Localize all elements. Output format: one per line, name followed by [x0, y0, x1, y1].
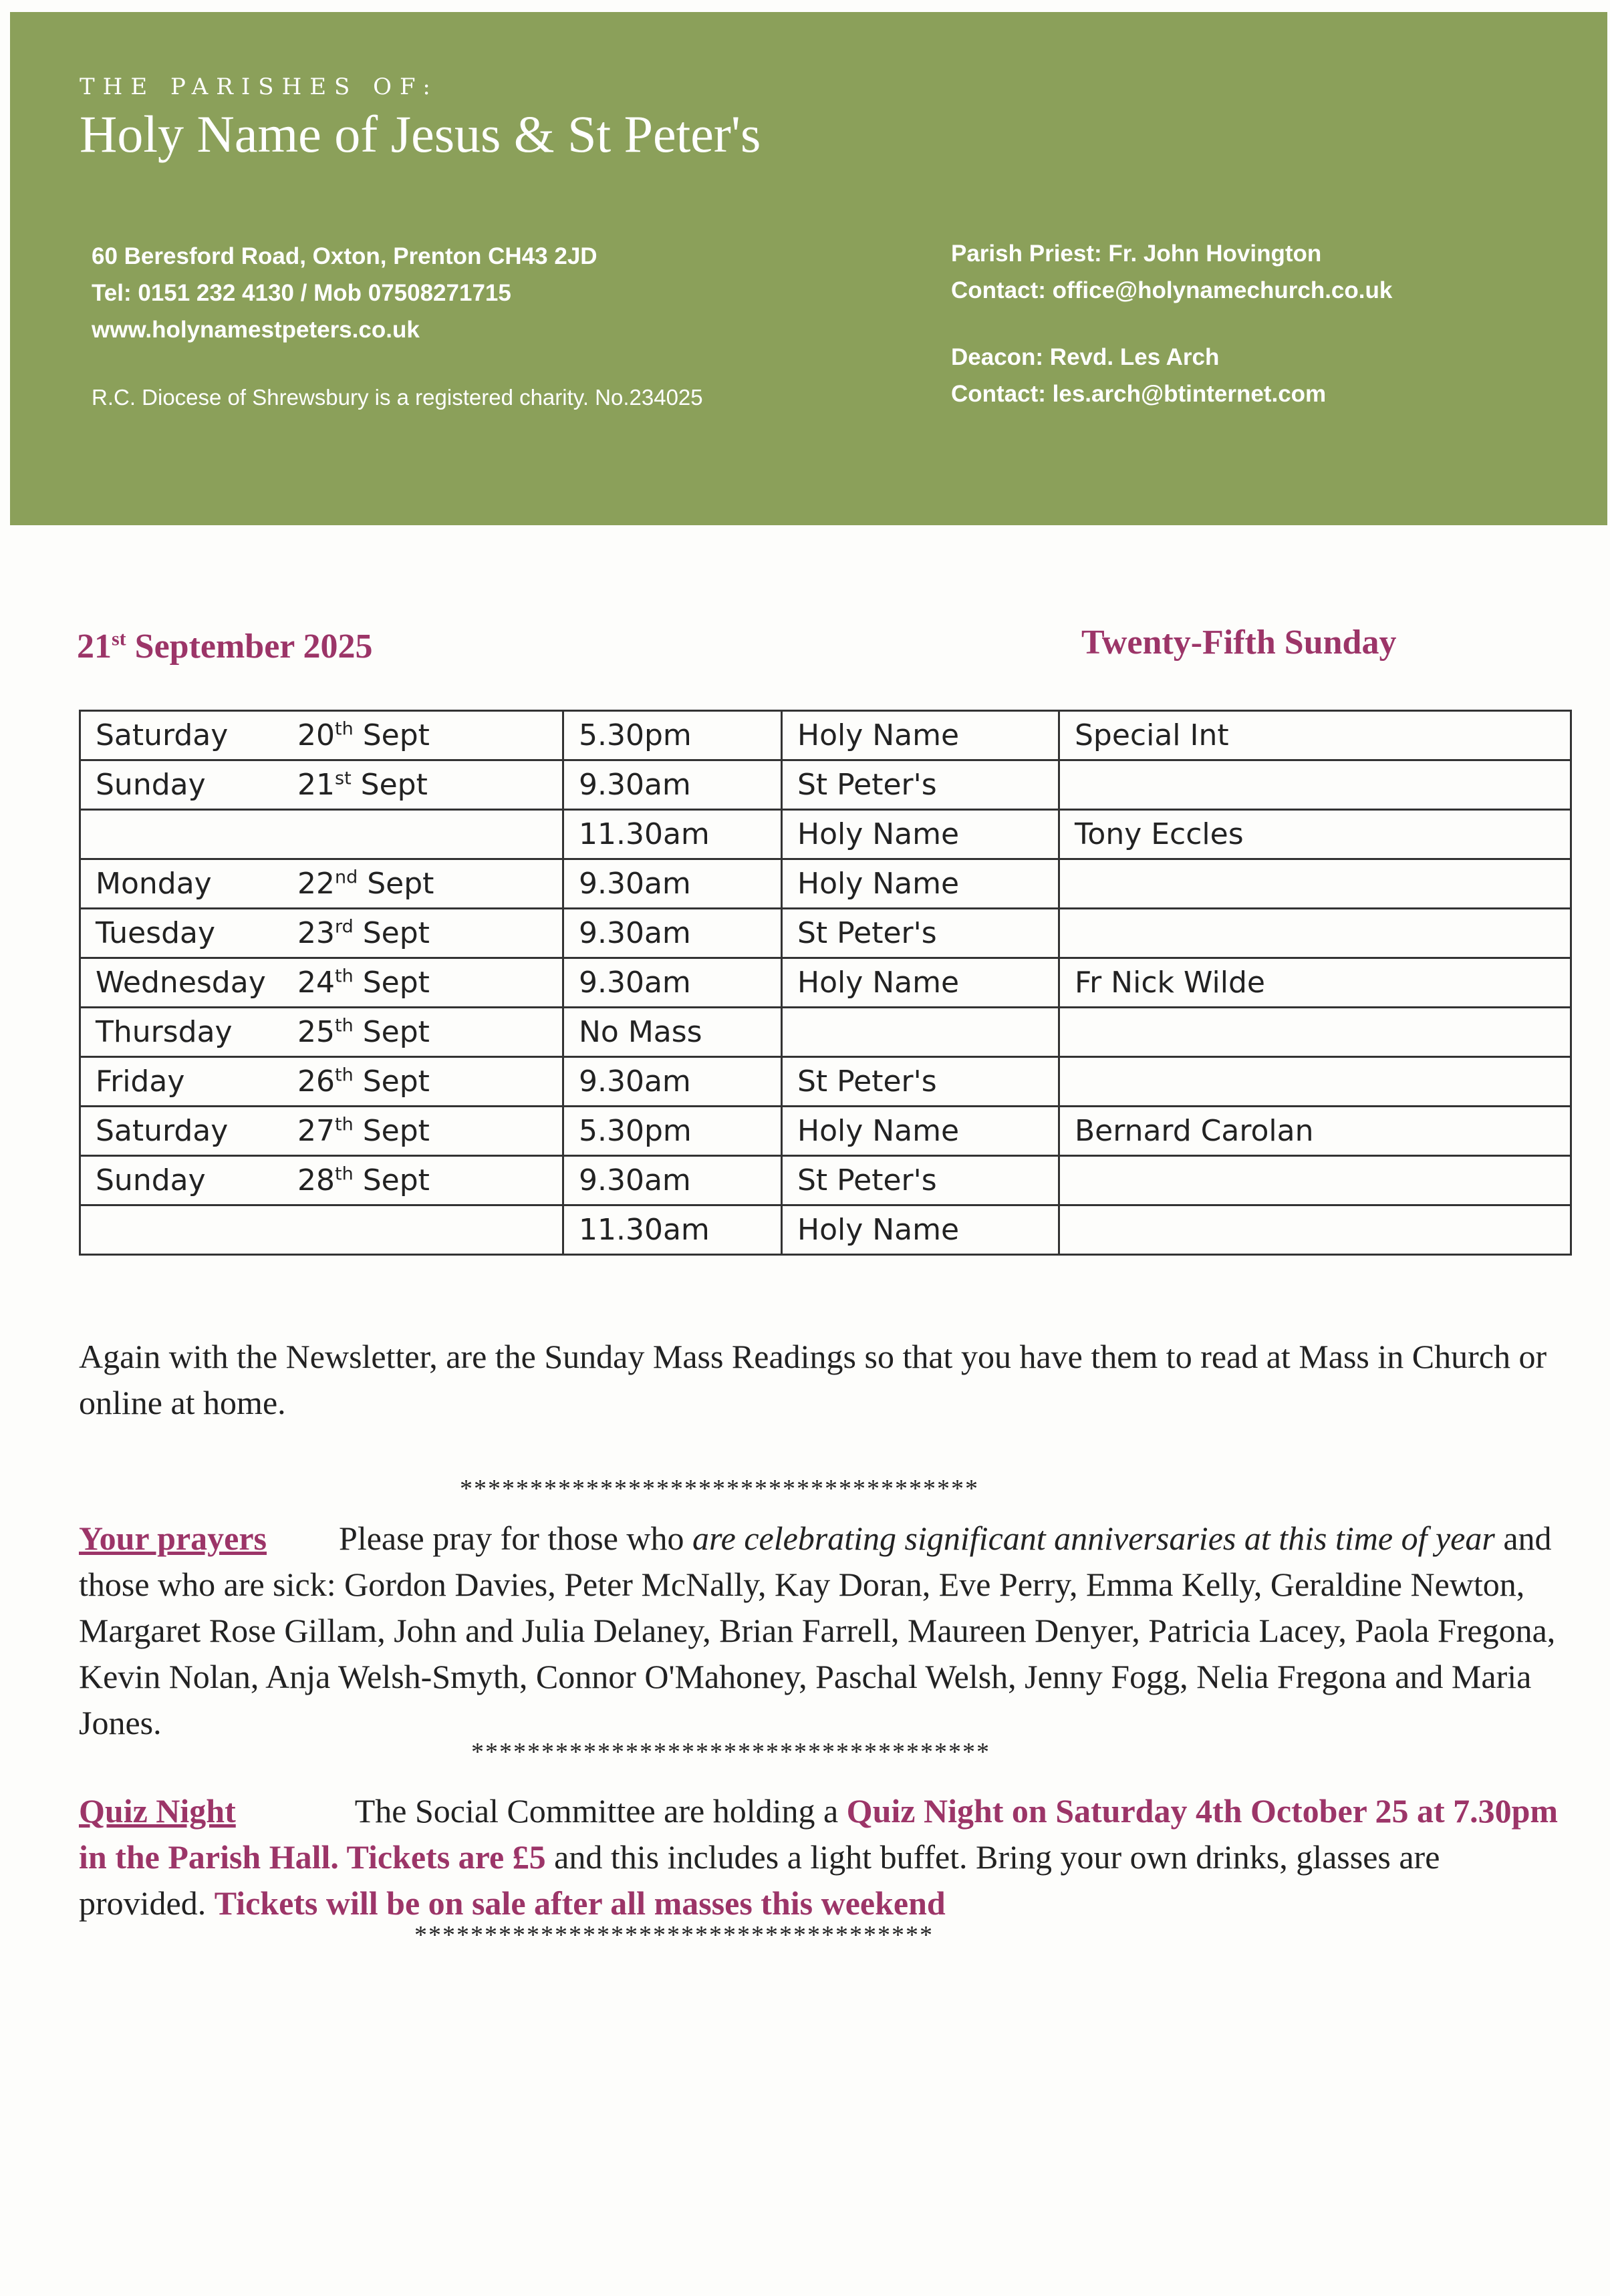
schedule-day-cell: Friday 26th Sept — [80, 1057, 563, 1107]
schedule-intention-cell: Fr Nick Wilde — [1059, 958, 1571, 1008]
schedule-row — [80, 711, 1571, 760]
schedule-church-cell: St Peter's — [782, 1057, 1059, 1107]
deacon: Deacon: Revd. Les Arch — [951, 344, 1220, 370]
schedule-intention-cell — [1059, 760, 1571, 810]
phone: Tel: 0151 232 4130 / Mob 07508271715 — [92, 280, 511, 306]
deacon-contact-email[interactable]: Contact: les.arch@btinternet.com — [951, 381, 1327, 407]
schedule-day-cell: Monday 22nd Sept — [80, 859, 563, 909]
separator-2: ************************************* — [471, 1738, 990, 1766]
parish-banner — [10, 12, 1607, 525]
schedule-intention-cell: Special Int — [1059, 711, 1571, 760]
schedule-row — [80, 909, 1571, 958]
priest-contact-email[interactable]: Contact: office@holynamechurch.co.uk — [951, 277, 1393, 303]
schedule-row — [80, 1156, 1571, 1205]
schedule-church-cell: Holy Name — [782, 810, 1059, 859]
schedule-day-cell — [80, 810, 563, 859]
schedule-intention-cell — [1059, 859, 1571, 909]
schedule-church-cell: Holy Name — [782, 859, 1059, 909]
schedule-time-cell: 9.30am — [563, 859, 782, 909]
prayers-section: Your prayers Please pray for those who are celebrating significant anniversaries at this time of year and those who are sick: Gordon Davies, Peter McNally, Kay Doran, Eve Perry, Emma Kelly, Geraldine Newton, Margaret Rose Gillam, John and Julia Delaney, Brian Farrell, Maureen Denyer, Patricia Lacey, Paola Fregona, Kevin Nolan, Anja Welsh-Smyth, Connor O'Mahoney, Paschal Welsh, Jenny Fogg, Nelia Fregona and Maria Jones. — [79, 1520, 1556, 1741]
schedule-time-cell: 9.30am — [563, 958, 782, 1008]
newsletter-date: 21st September 2025 — [77, 627, 373, 666]
prayers-heading: Your prayers — [79, 1520, 267, 1557]
schedule-row — [80, 760, 1571, 810]
liturgical-sunday: Twenty-Fifth Sunday — [1081, 623, 1397, 662]
parish-priest: Parish Priest: Fr. John Hovington — [951, 241, 1322, 267]
schedule-row — [80, 1205, 1571, 1255]
schedule-row — [80, 958, 1571, 1008]
schedule-row — [80, 1008, 1571, 1057]
quiz-section: Quiz Night The Social Committee are holding a Quiz Night on Saturday 4th October 25 at 7.30pm in the Parish Hall. Tickets are £5 and this includes a light buffet. Bring your own drinks, glasses are provided. Tickets will be on sale after all masses this weekend — [79, 1792, 1559, 1922]
parish-address-block — [92, 238, 927, 348]
schedule-day-cell: Saturday 20th Sept — [80, 711, 563, 760]
schedule-church-cell: St Peter's — [782, 760, 1059, 810]
schedule-church-cell: St Peter's — [782, 1156, 1059, 1205]
schedule-day-cell: Wednesday 24th Sept — [80, 958, 563, 1008]
schedule-time-cell: 9.30am — [563, 1057, 782, 1107]
charity-note: R.C. Diocese of Shrewsbury is a registered charity. No.234025 — [92, 385, 703, 410]
schedule-day-cell: Thursday 25th Sept — [80, 1008, 563, 1057]
schedule-time-cell: 11.30am — [563, 1205, 782, 1255]
banner-subtitle: THE PARISHES OF: — [80, 74, 438, 100]
address: 60 Beresford Road, Oxton, Prenton CH43 2JD — [92, 243, 597, 269]
schedule-time-cell: 5.30pm — [563, 711, 782, 760]
schedule-church-cell: Holy Name — [782, 958, 1059, 1008]
schedule-time-cell: 9.30am — [563, 909, 782, 958]
schedule-day-cell: Tuesday 23rd Sept — [80, 909, 563, 958]
schedule-intention-cell: Bernard Carolan — [1059, 1107, 1571, 1156]
schedule-intention-cell: Tony Eccles — [1059, 810, 1571, 859]
parish-title: Holy Name of Jesus & St Peter's — [80, 105, 761, 163]
schedule-time-cell: 9.30am — [563, 760, 782, 810]
schedule-time-cell: 5.30pm — [563, 1107, 782, 1156]
schedule-church-cell: Holy Name — [782, 1107, 1059, 1156]
schedule-intention-cell — [1059, 1156, 1571, 1205]
separator-3: ************************************* — [414, 1921, 934, 1949]
clergy-contacts — [951, 235, 1593, 412]
schedule-time-cell: No Mass — [563, 1008, 782, 1057]
schedule-time-cell: 9.30am — [563, 1156, 782, 1205]
schedule-intention-cell — [1059, 1057, 1571, 1107]
schedule-church-cell: Holy Name — [782, 711, 1059, 760]
schedule-day-cell: Sunday 28th Sept — [80, 1156, 563, 1205]
schedule-row — [80, 1107, 1571, 1156]
schedule-row — [80, 1057, 1571, 1107]
schedule-intention-cell — [1059, 1205, 1571, 1255]
schedule-time-cell: 11.30am — [563, 810, 782, 859]
quiz-heading: Quiz Night — [79, 1792, 236, 1830]
schedule-day-cell: Saturday 27th Sept — [80, 1107, 563, 1156]
schedule-church-cell: St Peter's — [782, 909, 1059, 958]
schedule-intention-cell — [1059, 909, 1571, 958]
schedule-church-cell — [782, 1008, 1059, 1057]
readings-note: Again with the Newsletter, are the Sunday Mass Readings so that you have them to read at Mass in Church or online at home. — [79, 1338, 1547, 1421]
schedule-church-cell: Holy Name — [782, 1205, 1059, 1255]
schedule-day-cell — [80, 1205, 563, 1255]
separator-1: ************************************* — [460, 1475, 979, 1503]
schedule-row — [80, 859, 1571, 909]
schedule-intention-cell — [1059, 1008, 1571, 1057]
schedule-row — [80, 810, 1571, 859]
mass-schedule-table — [79, 710, 1572, 1256]
website-link[interactable]: www.holynamestpeters.co.uk — [92, 317, 420, 343]
schedule-day-cell: Sunday 21st Sept — [80, 760, 563, 810]
